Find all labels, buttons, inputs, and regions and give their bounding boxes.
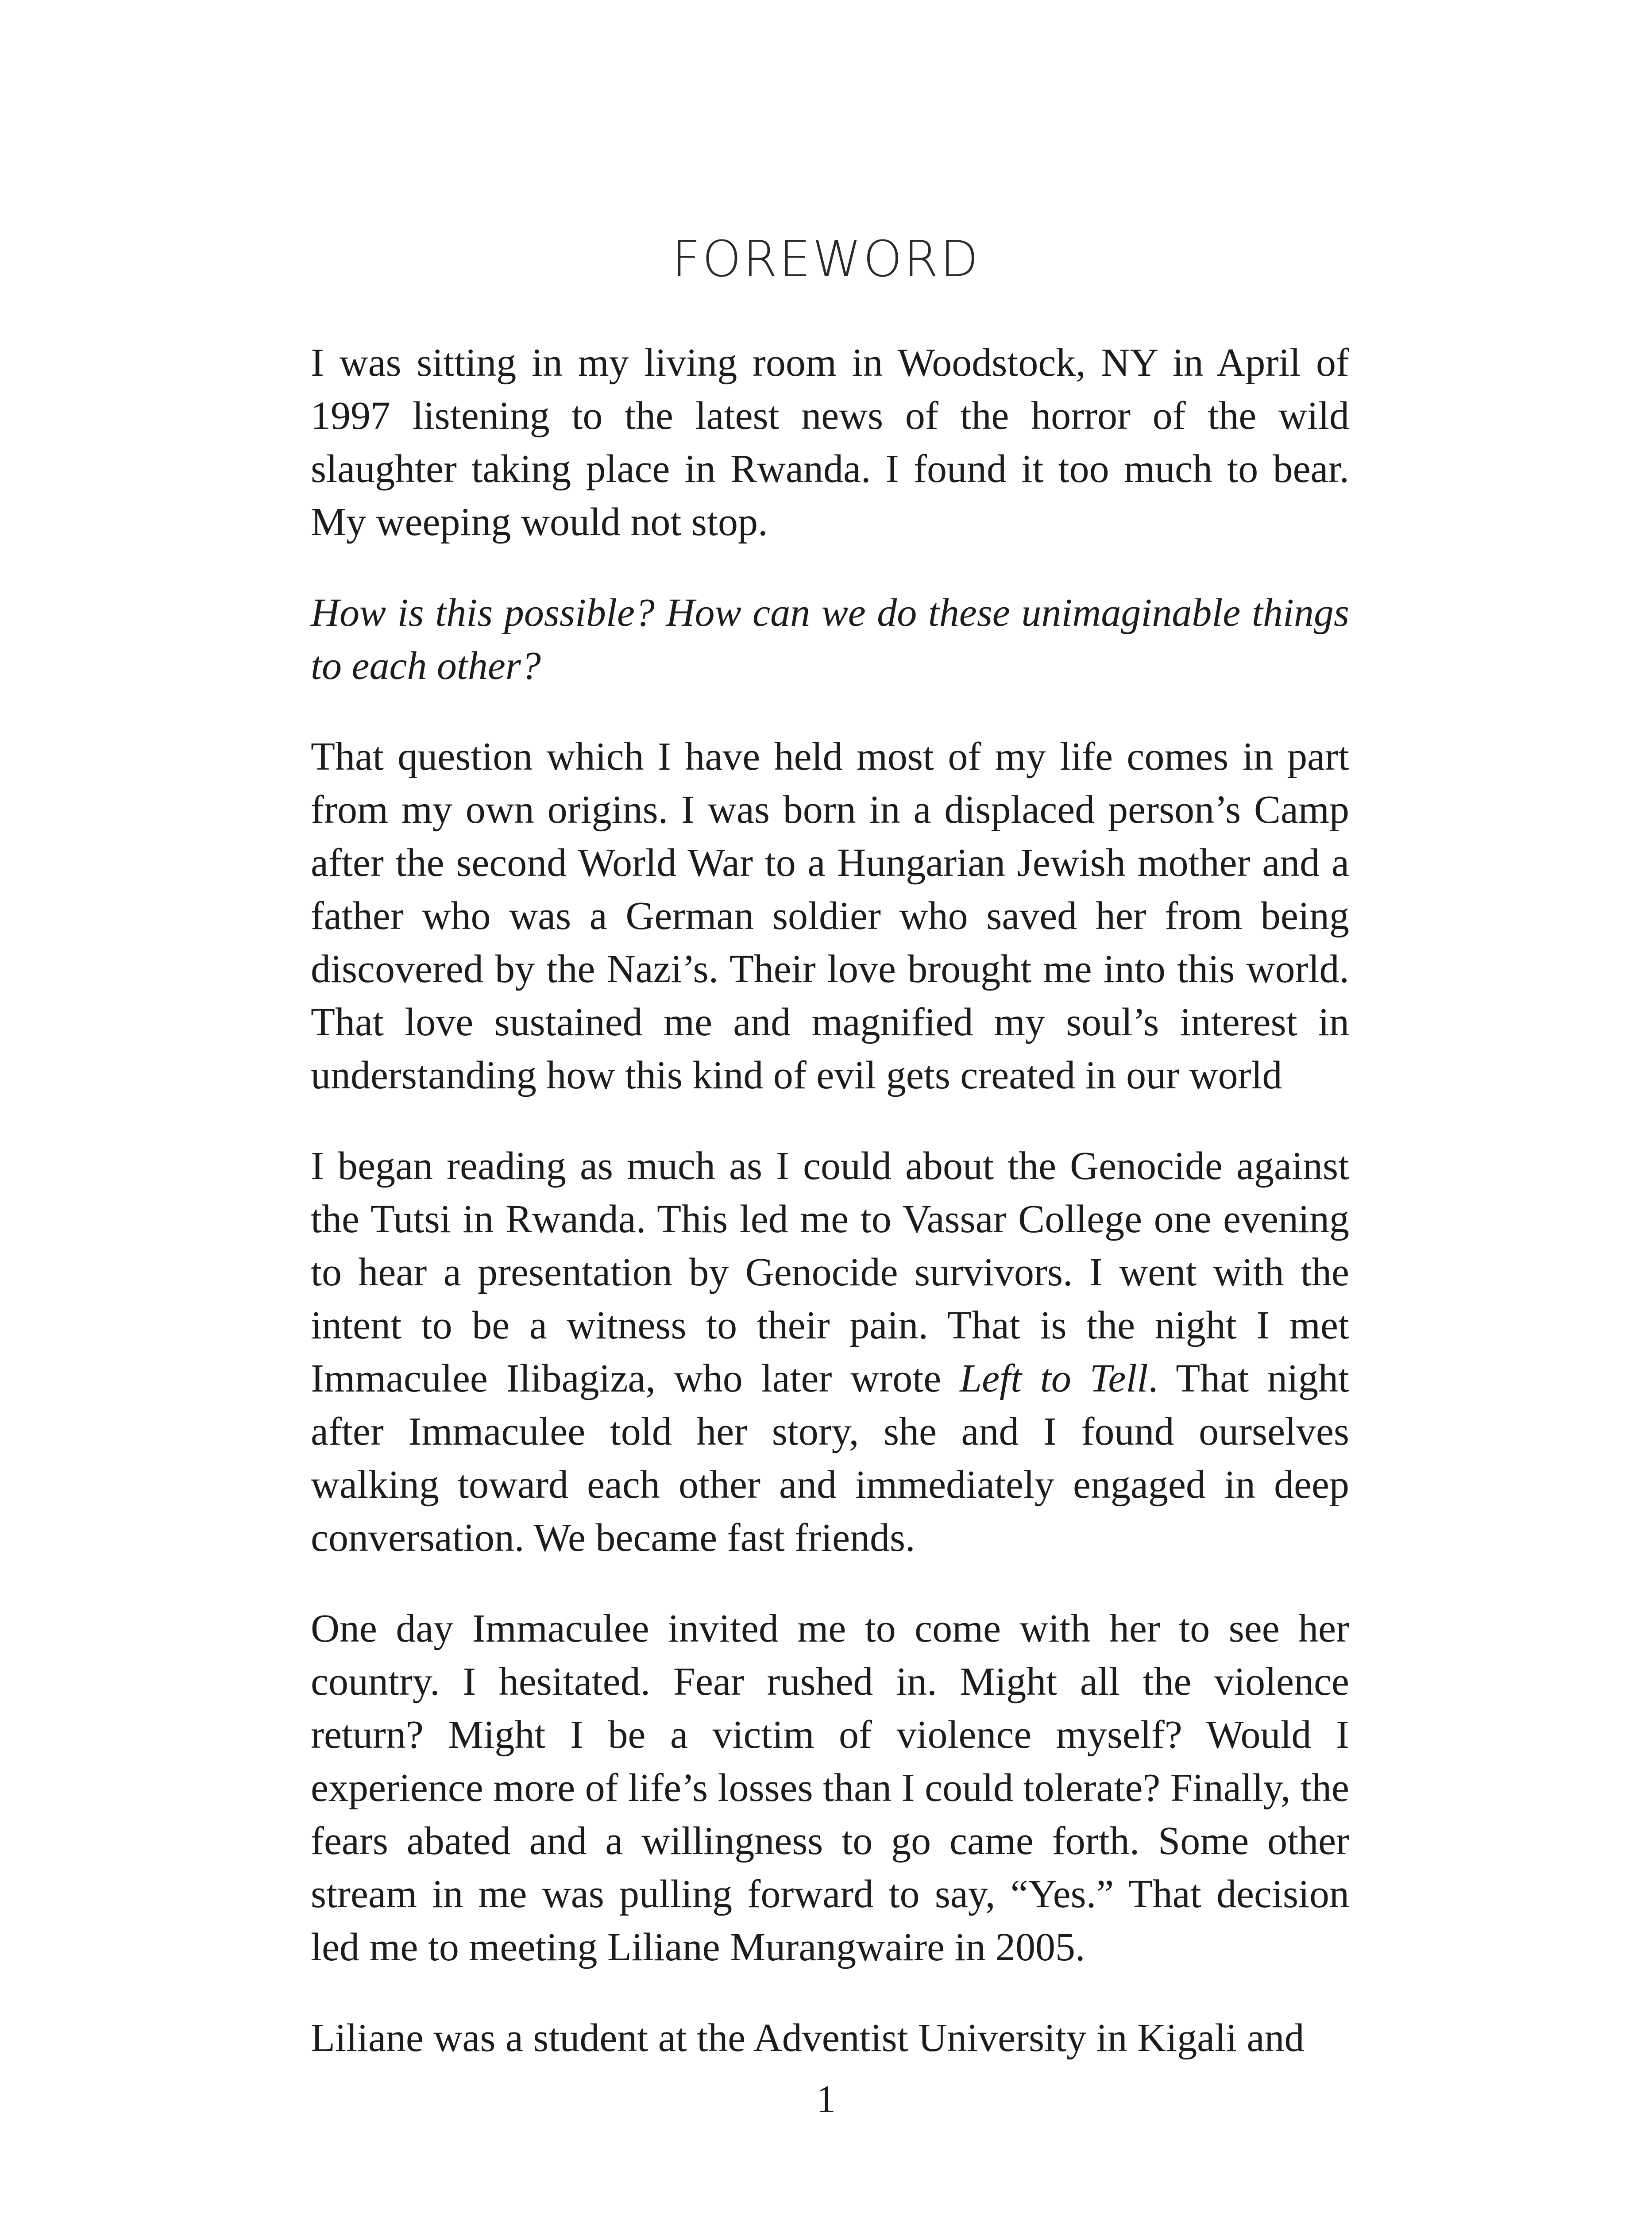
paragraph-1: I was sitting in my living room in Woodstock, NY in April of 1997 listening to the latest news of the horror of the wild slaughter taking place in Rwanda. I found it too much to bear. My weeping would not stop. [311, 341, 1349, 544]
paragraph-4-text-after: . That night after Immaculee told her story, she and I found ourselves walking toward each other and immediately engaged in deep conversation. We became fast friends. [311, 1357, 1349, 1560]
paragraph-2-italic-question: How is this possible? How can we do these unimaginable things to each other? [311, 591, 1349, 688]
paragraph-3: That question which I have held most of my life comes in part from my own origins. I was born in a displaced person’s Camp after the second World War to a Hungarian Jewish mother and a father who was a German soldier who saved her from being discovered by the Nazi’s. Their love brought me into this world. That love sustained me and magnified my soul’s interest in understanding how this kind of evil gets created in our world [311, 735, 1349, 1097]
chapter-heading: FOREWORD [672, 231, 980, 288]
paragraph-4-text-before: I began reading as much as I could about the Genocide against the Tutsi in Rwanda. This led me to Vassar College one evening to hear a presentation by Genocide survivors. I went with the intent to be a witness to their pain. That is the night I met Immaculee Ilibagiza, who later wrote [311, 1144, 1349, 1400]
book-title-reference: Left to Tell [960, 1357, 1148, 1400]
body-text [311, 336, 1349, 2102]
paragraph-6: Liliane was a student at the Adventist University in Kigali and [311, 2016, 1305, 2060]
page-number: 1 [816, 2078, 836, 2121]
paragraph-5: One day Immaculee invited me to come with her to see her country. I hesitated. Fear rushed in. Might all the violence return? Might I be a victim of violence myself? Would I experience more of life’s losses than I could tolerate? Finally, the fears abated and a willingness to go came forth. Some other stream in me was pulling forward to say, “Yes.” That decision led me to meeting Liliane Murangwaire in 2005. [311, 1607, 1349, 1969]
paragraph-4 [311, 1140, 1349, 1565]
